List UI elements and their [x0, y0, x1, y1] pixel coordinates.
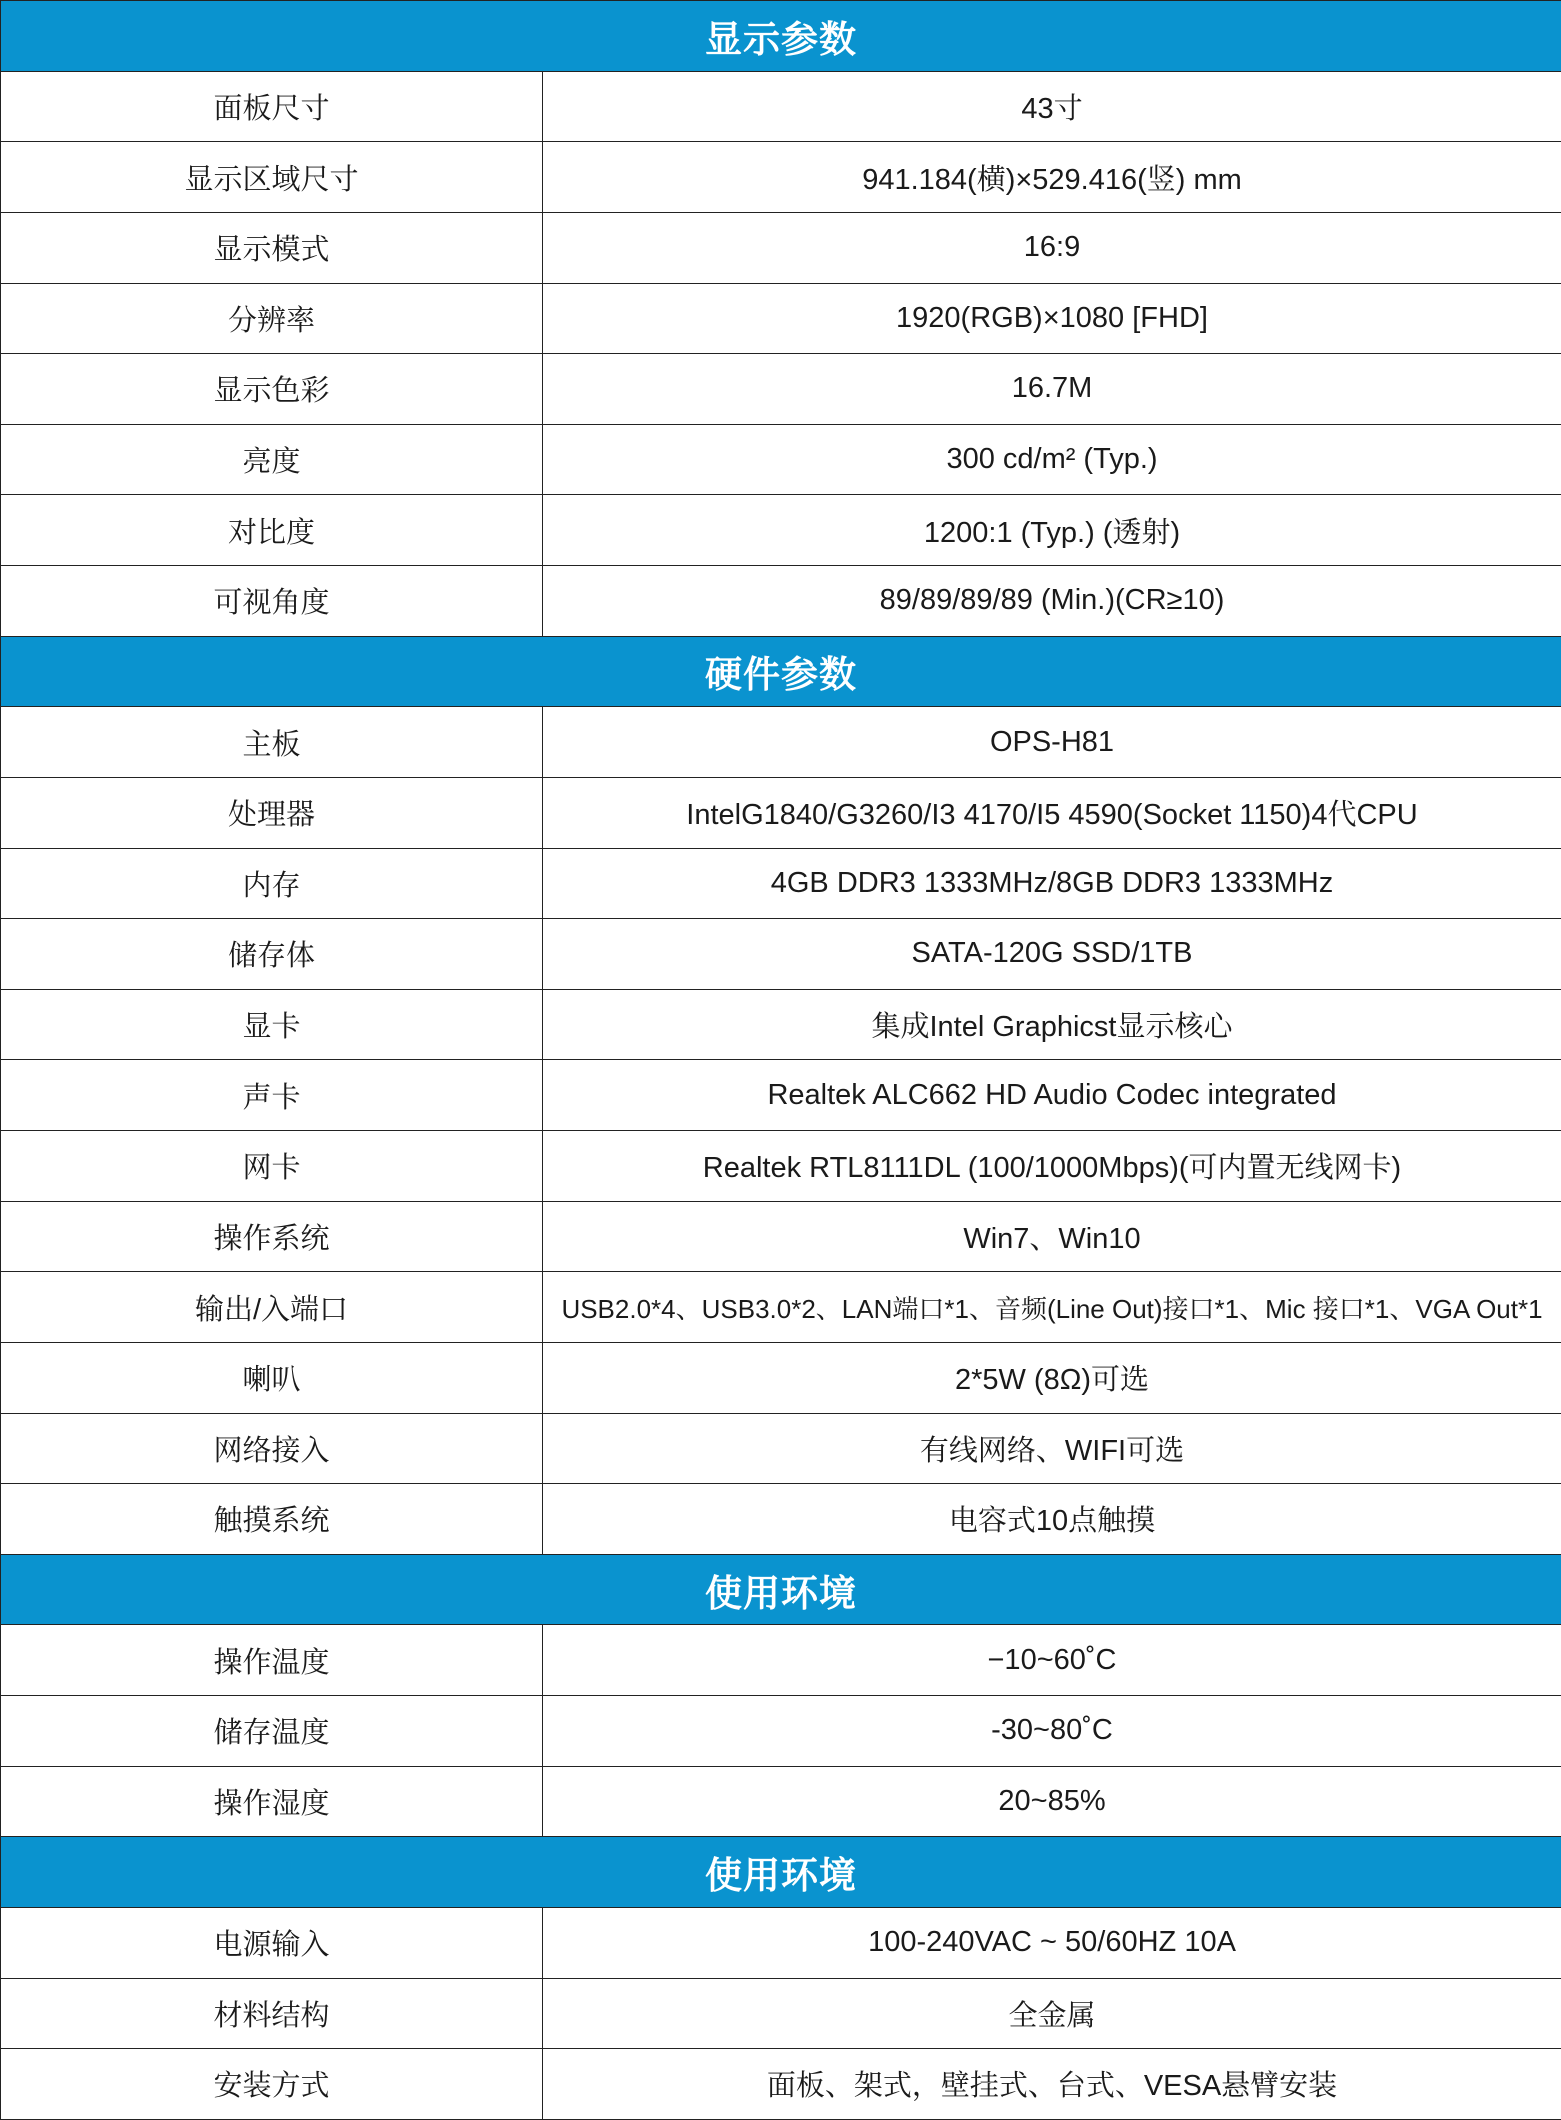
spec-label-cell: 操作湿度 [1, 1766, 543, 1837]
spec-value-cell: OPS-H81 [543, 707, 1561, 778]
spec-value-cell: Realtek RTL8111DL (100/1000Mbps)(可内置无线网卡) [543, 1131, 1561, 1202]
spec-value-cell: 300 cd/m² (Typ.) [543, 424, 1561, 495]
spec-value-cell: 43寸 [543, 71, 1561, 142]
spec-value-cell: 89/89/89/89 (Min.)(CR≥10) [543, 566, 1561, 637]
spec-label-cell: 内存 [1, 848, 543, 919]
table-row [1, 2049, 1561, 2120]
section-title: 硬件参数 [1, 636, 1561, 707]
spec-label-cell: 亮度 [1, 424, 543, 495]
table-row [1, 1413, 1561, 1484]
spec-label-cell: 分辨率 [1, 283, 543, 354]
table-row [1, 354, 1561, 425]
table-row [1, 1342, 1561, 1413]
spec-value-cell: 全金属 [543, 1978, 1561, 2049]
table-row [1, 495, 1561, 566]
table-row [1, 1131, 1561, 1202]
table-row [1, 1978, 1561, 2049]
spec-value-cell: 1920(RGB)×1080 [FHD] [543, 283, 1561, 354]
spec-value-cell: Realtek ALC662 HD Audio Codec integrated [543, 1060, 1561, 1131]
table-row [1, 1484, 1561, 1555]
table-row [1, 424, 1561, 495]
spec-value-cell: Win7、Win10 [543, 1201, 1561, 1272]
table-row [1, 1625, 1561, 1696]
spec-value-cell: 面板、架式，壁挂式、台式、VESA悬臂安装 [543, 2049, 1561, 2120]
spec-label-cell: 处理器 [1, 777, 543, 848]
spec-value-cell: 2*5W (8Ω)可选 [543, 1342, 1561, 1413]
spec-label-cell: 显示模式 [1, 212, 543, 283]
spec-label-cell: 操作系统 [1, 1201, 543, 1272]
spec-value-cell: 1200:1 (Typ.) (透射) [543, 495, 1561, 566]
table-row [1, 777, 1561, 848]
spec-label-cell: 显卡 [1, 989, 543, 1060]
spec-value-cell: 电容式10点触摸 [543, 1484, 1561, 1555]
spec-label-cell: 储存体 [1, 919, 543, 990]
spec-value-cell: 集成Intel Graphicst显示核心 [543, 989, 1561, 1060]
table-row [1, 1907, 1561, 1978]
table-row [1, 283, 1561, 354]
spec-label-cell: 面板尺寸 [1, 71, 543, 142]
spec-label-cell: 触摸系统 [1, 1484, 543, 1555]
spec-value-cell: 4GB DDR3 1333MHz/8GB DDR3 1333MHz [543, 848, 1561, 919]
spec-table-body [1, 1, 1561, 2120]
section-header-row [1, 1, 1561, 72]
spec-value-cell: −10~60˚C [543, 1625, 1561, 1696]
spec-label-cell: 网络接入 [1, 1413, 543, 1484]
table-row [1, 142, 1561, 213]
spec-label-cell: 储存温度 [1, 1696, 543, 1767]
table-row [1, 566, 1561, 637]
spec-label-cell: 电源输入 [1, 1907, 543, 1978]
spec-label-cell: 材料结构 [1, 1978, 543, 2049]
spec-value-cell: 100-240VAC ~ 50/60HZ 10A [543, 1907, 1561, 1978]
table-row [1, 1766, 1561, 1837]
table-row [1, 1696, 1561, 1767]
section-title: 使用环境 [1, 1837, 1561, 1908]
spec-value-cell: 941.184(横)×529.416(竖) mm [543, 142, 1561, 213]
spec-value-cell: 16:9 [543, 212, 1561, 283]
section-header-row [1, 1837, 1561, 1908]
table-row [1, 71, 1561, 142]
section-header-row [1, 1554, 1561, 1625]
spec-label-cell: 主板 [1, 707, 543, 778]
table-row [1, 919, 1561, 990]
table-row [1, 1272, 1561, 1343]
table-row [1, 707, 1561, 778]
table-row [1, 848, 1561, 919]
table-row [1, 1060, 1561, 1131]
spec-value-cell: 16.7M [543, 354, 1561, 425]
table-row [1, 212, 1561, 283]
spec-label-cell: 输出/入端口 [1, 1272, 543, 1343]
spec-value-cell: USB2.0*4、USB3.0*2、LAN端口*1、音频(Line Out)接口*1、Mic 接口*1、VGA Out*1 [543, 1272, 1561, 1343]
spec-label-cell: 操作温度 [1, 1625, 543, 1696]
spec-label-cell: 对比度 [1, 495, 543, 566]
spec-label-cell: 网卡 [1, 1131, 543, 1202]
spec-value-cell: SATA-120G SSD/1TB [543, 919, 1561, 990]
spec-label-cell: 安装方式 [1, 2049, 543, 2120]
section-title: 使用环境 [1, 1554, 1561, 1625]
spec-value-cell: -30~80˚C [543, 1696, 1561, 1767]
section-title: 显示参数 [1, 1, 1561, 72]
section-header-row [1, 636, 1561, 707]
spec-label-cell: 可视角度 [1, 566, 543, 637]
spec-value-cell: IntelG1840/G3260/I3 4170/I5 4590(Socket 1150)4代CPU [543, 777, 1561, 848]
table-row [1, 989, 1561, 1060]
table-row [1, 1201, 1561, 1272]
spec-label-cell: 显示色彩 [1, 354, 543, 425]
spec-value-cell: 有线网络、WIFI可选 [543, 1413, 1561, 1484]
spec-value-cell: 20~85% [543, 1766, 1561, 1837]
spec-label-cell: 声卡 [1, 1060, 543, 1131]
spec-label-cell: 喇叭 [1, 1342, 543, 1413]
spec-label-cell: 显示区域尺寸 [1, 142, 543, 213]
